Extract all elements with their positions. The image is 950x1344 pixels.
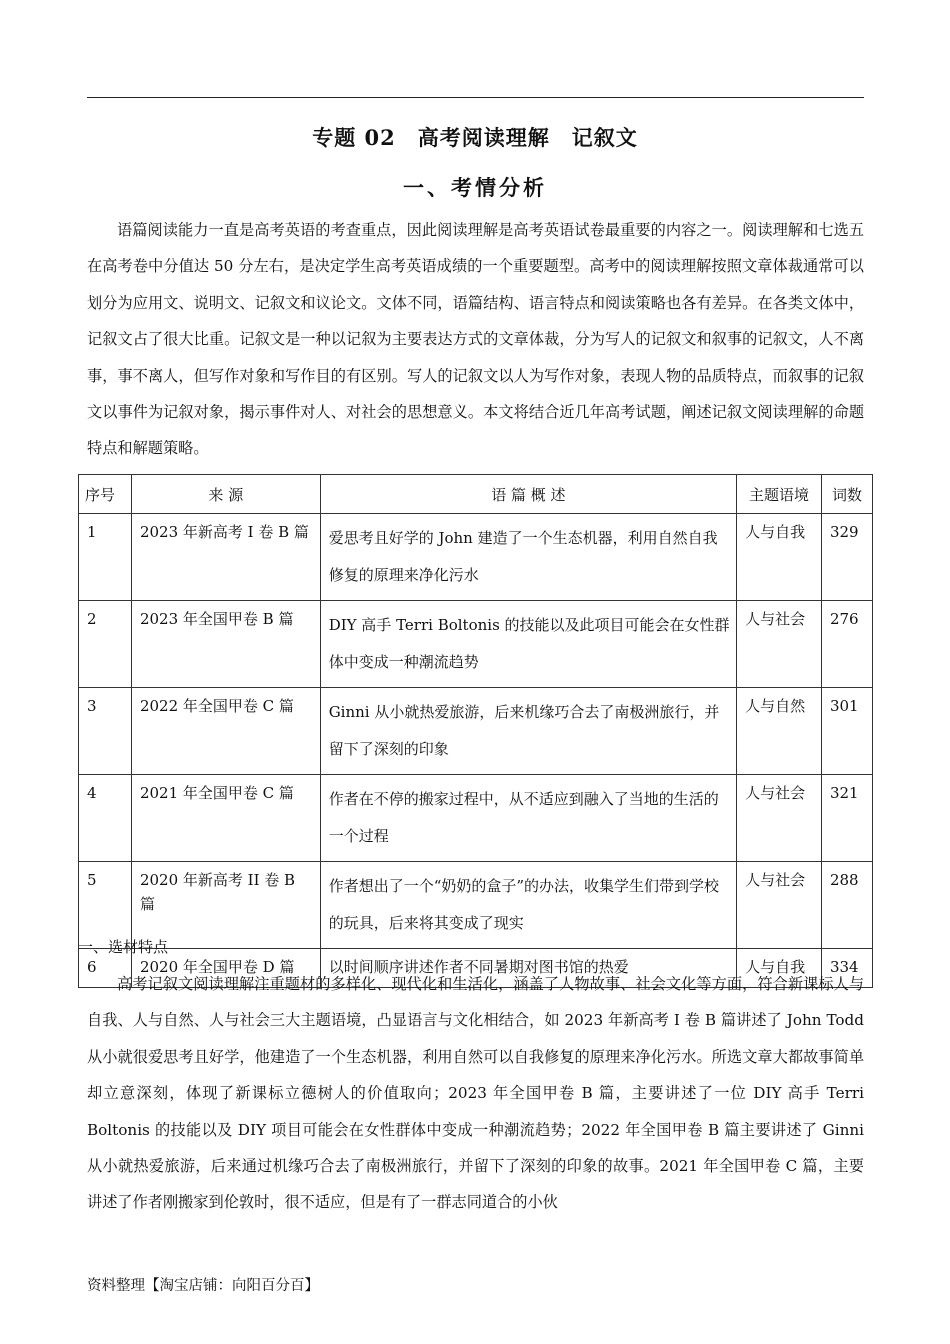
header-num: 序号 xyxy=(79,475,132,514)
row-summary: 以时间顺序讲述作者不同暑期对图书馆的热爱 xyxy=(320,949,736,988)
header-summary: 语 篇 概 述 xyxy=(320,475,736,514)
row-source: 2020 年新高考 II 卷 B 篇 xyxy=(131,862,320,949)
subheading: 一、选材特点 xyxy=(78,938,169,956)
row-source: 2021 年全国甲卷 C 篇 xyxy=(131,775,320,862)
row-summary: DIY 高手 Terri Boltonis 的技能以及此项目可能会在女性群体中变成一种潮流趋势 xyxy=(320,601,736,688)
row-source: 2023 年新高考 I 卷 B 篇 xyxy=(131,514,320,601)
row-words: 288 xyxy=(821,862,872,949)
row-summary: 爱思考且好学的 John 建造了一个生态机器，利用自然自我修复的原理来净化污水 xyxy=(320,514,736,601)
row-num: 4 xyxy=(79,775,132,862)
row-theme: 人与社会 xyxy=(737,862,822,949)
row-summary: 作者想出了一个“奶奶的盒子”的办法，收集学生们带到学校的玩具，后来将其变成了现实 xyxy=(320,862,736,949)
row-words: 334 xyxy=(821,949,872,988)
table-row xyxy=(79,514,873,601)
row-summary: 作者在不停的搬家过程中，从不适应到融入了当地的生活的一个过程 xyxy=(320,775,736,862)
table-row xyxy=(79,601,873,688)
exam-passages-table xyxy=(78,474,873,988)
title-genre: 记叙文 xyxy=(571,125,638,150)
row-theme: 人与自然 xyxy=(737,688,822,775)
table-row xyxy=(79,688,873,775)
row-summary: Ginni 从小就热爱旅游，后来机缘巧合去了南极洲旅行，并留下了深刻的印象 xyxy=(320,688,736,775)
row-num: 5 xyxy=(79,862,132,949)
table-header-row xyxy=(79,475,873,514)
body-paragraph: 高考记叙文阅读理解注重题材的多样化、现代化和生活化，涵盖了人物故事、社会文化等方面，符合新课标人与自我、人与自然、人与社会三大主题语境，凸显语言与文化相结合，如 2023 年新高考 I 卷 B 篇讲述了 John Todd 从小就很爱思考且好学，他建造了一个生态机器，利用自然可以自我修复的原理来净化污水。所选文章大都故事简单却立意深刻，体现了新课标立德树人的价值取向；2023 年全国甲卷 B 篇，主要讲述了一位 DIY 高手 Terri Boltonis 的技能以及 DIY 项目可能会在女性群体中变成一种潮流趋势；2022 年全国甲卷 B 篇主要讲述了 Ginni 从小就热爱旅游，后来通过机缘巧合去了南极洲旅行，并留下了深刻的印象的故事。2021 年全国甲卷 C 篇，主要讲述了作者刚搬家到伦敦时，很不适应，但是有了一群志同道合的小伙 xyxy=(87,975,864,1212)
header-source: 来 源 xyxy=(131,475,320,514)
row-source: 2023 年全国甲卷 B 篇 xyxy=(131,601,320,688)
row-words: 321 xyxy=(821,775,872,862)
header-words: 词数 xyxy=(821,475,872,514)
row-source: 2020 年全国甲卷 D 篇 xyxy=(131,949,320,988)
row-theme: 人与社会 xyxy=(737,601,822,688)
header-rule xyxy=(87,97,864,98)
row-num: 3 xyxy=(79,688,132,775)
row-words: 329 xyxy=(821,514,872,601)
row-theme: 人与自我 xyxy=(737,949,822,988)
row-words: 276 xyxy=(821,601,872,688)
footer-note: 资料整理【淘宝店铺：向阳百分百】 xyxy=(87,1278,319,1294)
intro-paragraph: 语篇阅读能力一直是高考英语的考查重点，因此阅读理解是高考英语试卷最重要的内容之一。阅读理解和七选五在高考卷中分值达 50 分左右，是决定学生高考英语成绩的一个重要题型。高考中的阅读理解按照文章体裁通常可以划分为应用文、说明文、记叙文和议论文。文体不同，语篇结构、语言特点和阅读策略也各有差异。在各类文体中，记叙文占了很大比重。记叙文是一种以记叙为主要表达方式的文章体裁，分为写人的记叙文和叙事的记叙文，人不离事，事不离人，但写作对象和写作目的有区别。写人的记叙文以人为写作对象，表现人物的品质特点，而叙事的记叙文以事件为记叙对象，揭示事件对人、对社会的思想意义。本文将结合近几年高考试题，阐述记叙文阅读理解的命题特点和解题策略。 xyxy=(87,221,864,458)
header-theme: 主题语境 xyxy=(737,475,822,514)
row-words: 301 xyxy=(821,688,872,775)
row-num: 2 xyxy=(79,601,132,688)
row-num: 6 xyxy=(79,949,132,988)
table-row xyxy=(79,862,873,949)
page-title xyxy=(0,122,950,152)
row-theme: 人与自我 xyxy=(737,514,822,601)
row-theme: 人与社会 xyxy=(737,775,822,862)
row-num: 1 xyxy=(79,514,132,601)
row-source: 2022 年全国甲卷 C 篇 xyxy=(131,688,320,775)
title-subject: 高考阅读理解 xyxy=(417,125,550,150)
section-heading: 一、考情分析 xyxy=(403,175,547,200)
title-topic-number: 专题 02 xyxy=(312,125,396,150)
table-row xyxy=(79,775,873,862)
